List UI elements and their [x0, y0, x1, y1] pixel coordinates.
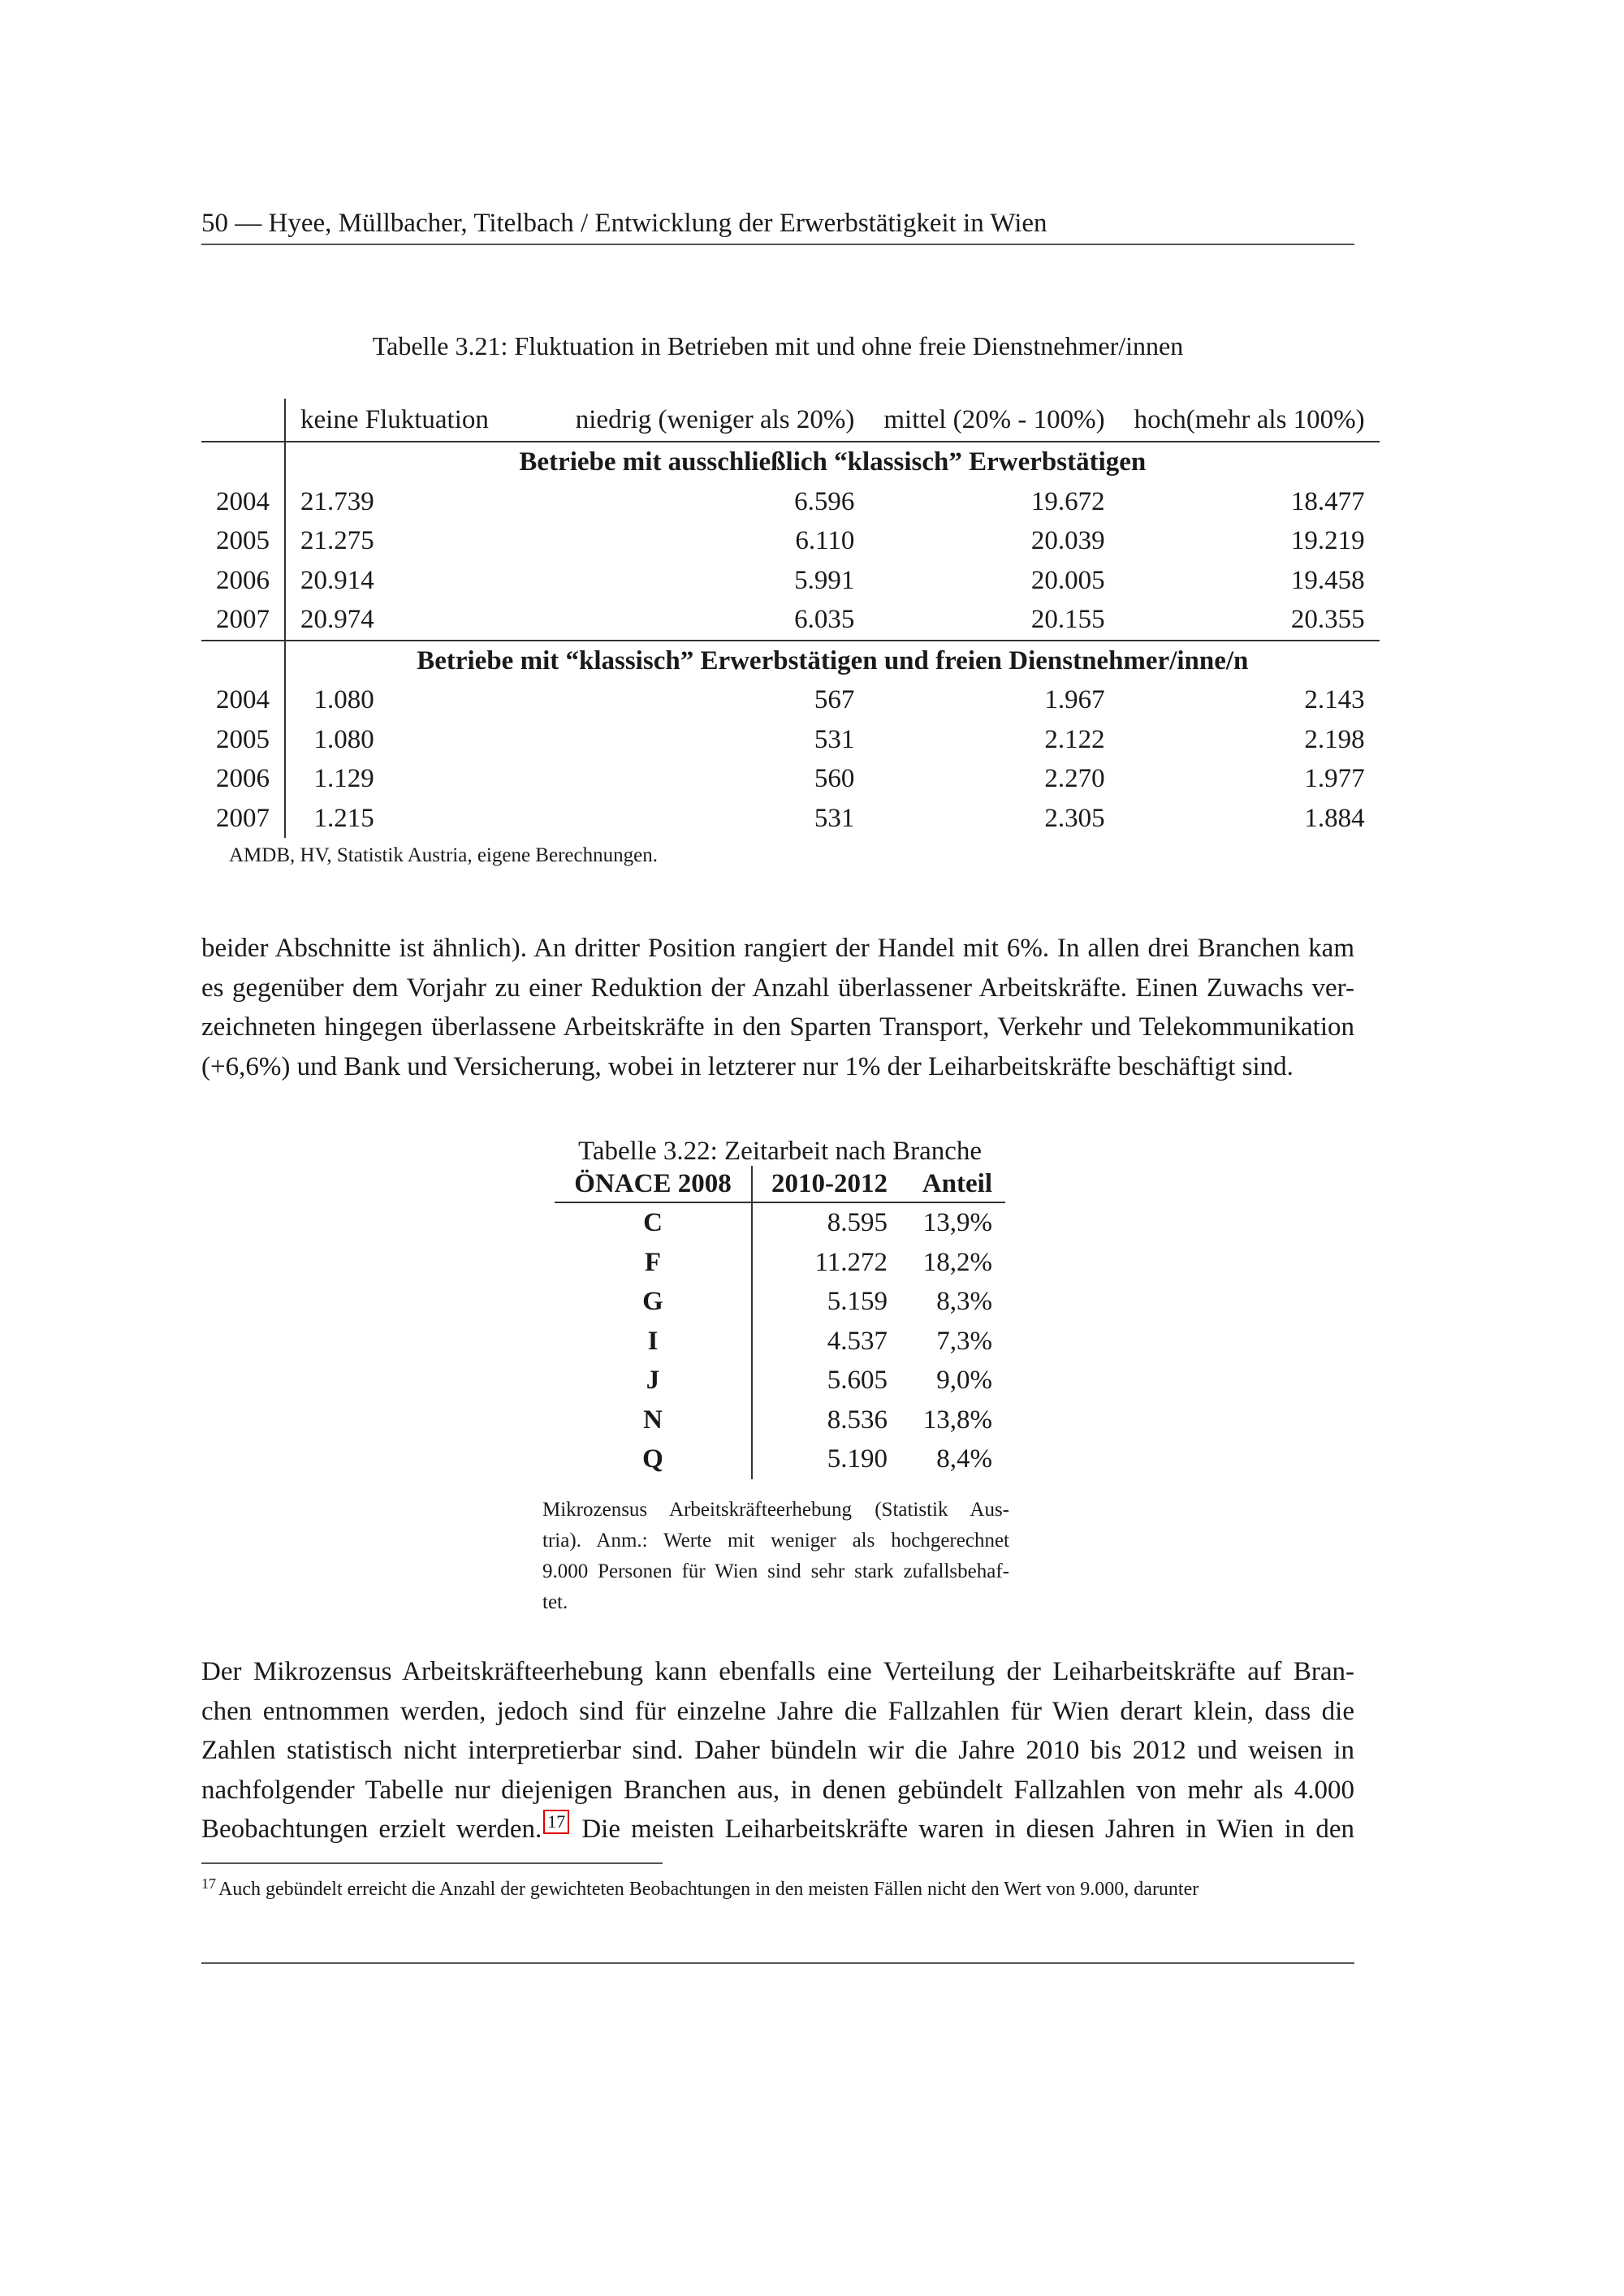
value-cell: 1.080	[313, 685, 374, 715]
year-cell: 2007	[201, 600, 285, 641]
year-cell: 2005	[201, 521, 285, 561]
share-cell: 13,8%	[922, 1405, 992, 1435]
value-cell: 5.605	[827, 1366, 888, 1396]
value-cell: 6.596	[794, 486, 855, 516]
share-cell: 7,3%	[936, 1326, 992, 1356]
value-cell: 2.143	[1304, 685, 1365, 715]
branch-code: C	[555, 1202, 752, 1243]
table-row	[201, 521, 1380, 561]
column-header: keine Fluktuation	[300, 405, 489, 434]
value-cell: 1.215	[313, 803, 374, 833]
value-cell: 1.080	[313, 724, 374, 754]
column-header: ÖNACE 2008	[555, 1166, 752, 1202]
table-3-22-note	[542, 1495, 1009, 1618]
value-cell: 19.672	[1030, 486, 1105, 516]
value-cell: 5.190	[827, 1444, 888, 1474]
footnote-number: 17	[201, 1875, 216, 1892]
table-row	[201, 600, 1380, 641]
note-line: 9.000 Personen für Wien sind sehr stark zufallsbehaf-	[542, 1560, 1009, 1582]
value-cell: 8.595	[827, 1208, 888, 1238]
table-row	[201, 561, 1380, 601]
table-3-21	[201, 399, 1380, 838]
line-text: Die meisten Leiharbeitskräfte waren in diesen Jahren in Wien in den	[581, 1815, 1354, 1844]
value-cell: 5.159	[827, 1287, 888, 1317]
branch-code: J	[555, 1361, 752, 1400]
value-cell: 20.005	[1030, 565, 1105, 595]
table-row	[201, 799, 1380, 839]
page-bottom-divider	[201, 1962, 1354, 1964]
value-cell: 1.884	[1304, 803, 1365, 833]
share-cell: 8,3%	[936, 1287, 992, 1317]
running-header: 50 — Hyee, Müllbacher, Titelbach / Entwicklung der Erwerbstätigkeit in Wien	[201, 203, 1354, 245]
table-3-21-caption: Tabelle 3.21: Fluktuation in Betrieben mit und ohne freie Dienstnehmer/innen	[372, 331, 1184, 360]
body-paragraph-2	[201, 1652, 1354, 1849]
value-cell: 5.991	[794, 565, 855, 595]
footnote-link[interactable]: 17	[543, 1810, 569, 1834]
value-cell: 1.967	[1044, 685, 1105, 715]
share-cell: 13,9%	[922, 1208, 992, 1238]
value-cell: 19.458	[1290, 565, 1365, 595]
note-line: tet.	[542, 1591, 568, 1613]
branch-code: G	[555, 1282, 752, 1322]
value-cell: 567	[814, 685, 855, 715]
paragraph-line: (+6,6%) und Bank und Versicherung, wobei in letzterer nur 1% der Leiharbeitskräfte beschäftigt sind.	[201, 1051, 1294, 1081]
value-cell: 2.122	[1044, 724, 1105, 754]
table-row	[555, 1361, 1005, 1400]
table-3-21-source: AMDB, HV, Statistik Austria, eigene Berechnungen.	[229, 844, 658, 866]
value-cell: 560	[814, 764, 855, 794]
table-row	[201, 482, 1380, 522]
table-header-row	[555, 1166, 1005, 1202]
table-3-22-caption: Tabelle 3.22: Zeitarbeit nach Branche	[577, 1137, 983, 1166]
branch-code: I	[555, 1322, 752, 1362]
column-header: mittel (20% - 100%)	[883, 405, 1105, 434]
section-title-row	[201, 641, 1380, 681]
paragraph-line: zeichneten hingegen überlassene Arbeitskräfte in den Sparten Transport, Verkehr und Telekommunikation	[201, 1012, 1354, 1042]
paragraph-line: Der Mikrozensus Arbeitskräfteerhebung kann ebenfalls eine Verteilung der Leiharbeitskräfte auf Bran-	[201, 1657, 1354, 1686]
body-paragraph-1	[201, 929, 1354, 1086]
value-cell: 20.039	[1030, 526, 1105, 556]
paragraph-line: nachfolgender Tabelle nur diejenigen Branchen aus, in denen gebündelt Fallzahlen von mehr als 4.000	[201, 1775, 1354, 1805]
column-header: hoch(mehr als 100%)	[1134, 405, 1365, 434]
table-header-row	[201, 399, 1380, 442]
value-cell: 531	[814, 803, 855, 833]
table-row	[555, 1243, 1005, 1283]
table-row	[555, 1439, 1005, 1479]
column-header: niedrig (weniger als 20%)	[575, 405, 855, 434]
table-row	[201, 680, 1380, 720]
footnote-text: Auch gebündelt erreicht die Anzahl der gewichteten Beobachtungen in den meisten Fällen nicht den Wert von 9.000, darunter	[218, 1879, 1199, 1900]
value-cell: 6.110	[795, 526, 855, 556]
value-cell: 20.155	[1030, 605, 1105, 635]
year-cell: 2004	[201, 482, 285, 522]
note-line: tria). Anm.: Werte mit weniger als hochgerechnet	[542, 1530, 1009, 1552]
value-cell: 18.477	[1290, 486, 1365, 516]
section-title-row	[201, 442, 1380, 482]
value-cell: 21.739	[300, 486, 374, 516]
share-cell: 8,4%	[936, 1444, 992, 1474]
footnote	[201, 1867, 1354, 1905]
value-cell: 11.272	[814, 1247, 888, 1277]
section-title: Betriebe mit ausschließlich “klassisch” Erwerbstätigen	[519, 447, 1147, 477]
year-cell: 2005	[201, 720, 285, 760]
value-cell: 531	[814, 724, 855, 754]
value-cell: 6.035	[794, 605, 855, 635]
value-cell: 4.537	[827, 1326, 888, 1356]
value-cell: 2.305	[1044, 803, 1105, 833]
line-text: Beobachtungen erzielt werden.	[201, 1815, 542, 1844]
note-line: Mikrozensus Arbeitskräfteerhebung (Statistik Aus-	[542, 1499, 1009, 1521]
column-header: Anteil	[922, 1169, 992, 1198]
table-row	[555, 1400, 1005, 1440]
paragraph-line	[201, 1810, 1354, 1849]
branch-code: N	[555, 1400, 752, 1440]
value-cell: 21.275	[300, 526, 374, 556]
table-row	[555, 1282, 1005, 1322]
footnote-divider	[201, 1862, 663, 1864]
year-cell: 2004	[201, 680, 285, 720]
table-row	[201, 759, 1380, 799]
value-cell: 1.129	[313, 764, 374, 794]
value-cell: 20.974	[300, 605, 374, 635]
branch-code: F	[555, 1243, 752, 1283]
table-3-22	[555, 1166, 1005, 1479]
table-row	[201, 720, 1380, 760]
branch-code: Q	[555, 1439, 752, 1479]
paragraph-line: beider Abschnitte ist ähnlich). An dritter Position rangiert der Handel mit 6%. In allen drei Branchen kam	[201, 934, 1354, 963]
paragraph-line: chen entnommen werden, jedoch sind für einzelne Jahre die Fallzahlen für Wien derart klein, dass die	[201, 1696, 1354, 1726]
value-cell: 20.914	[300, 565, 374, 595]
share-cell: 9,0%	[936, 1366, 992, 1396]
year-header-cell	[201, 399, 285, 442]
year-cell: 2006	[201, 561, 285, 601]
year-cell: 2006	[201, 759, 285, 799]
value-cell: 20.355	[1290, 605, 1365, 635]
value-cell: 19.219	[1290, 526, 1365, 556]
value-cell: 1.977	[1304, 764, 1365, 794]
value-cell: 2.198	[1304, 724, 1365, 754]
table-row	[555, 1202, 1005, 1243]
paragraph-line: Zahlen statistisch nicht interpretierbar sind. Daher bündeln wir die Jahre 2010 bis 2012 und weisen in	[201, 1736, 1354, 1765]
section-title: Betriebe mit “klassisch” Erwerbstätigen und freien Dienstnehmer/inne/n	[417, 645, 1249, 675]
paragraph-line: es gegenüber dem Vorjahr zu einer Reduktion der Anzahl überlassener Arbeitskräfte. Einen Zuwachs ver-	[201, 973, 1354, 1003]
share-cell: 18,2%	[922, 1247, 992, 1277]
value-cell: 2.270	[1044, 764, 1105, 794]
value-cell: 8.536	[827, 1405, 888, 1435]
year-cell: 2007	[201, 799, 285, 839]
table-row	[555, 1322, 1005, 1362]
column-header: 2010-2012	[771, 1169, 888, 1198]
